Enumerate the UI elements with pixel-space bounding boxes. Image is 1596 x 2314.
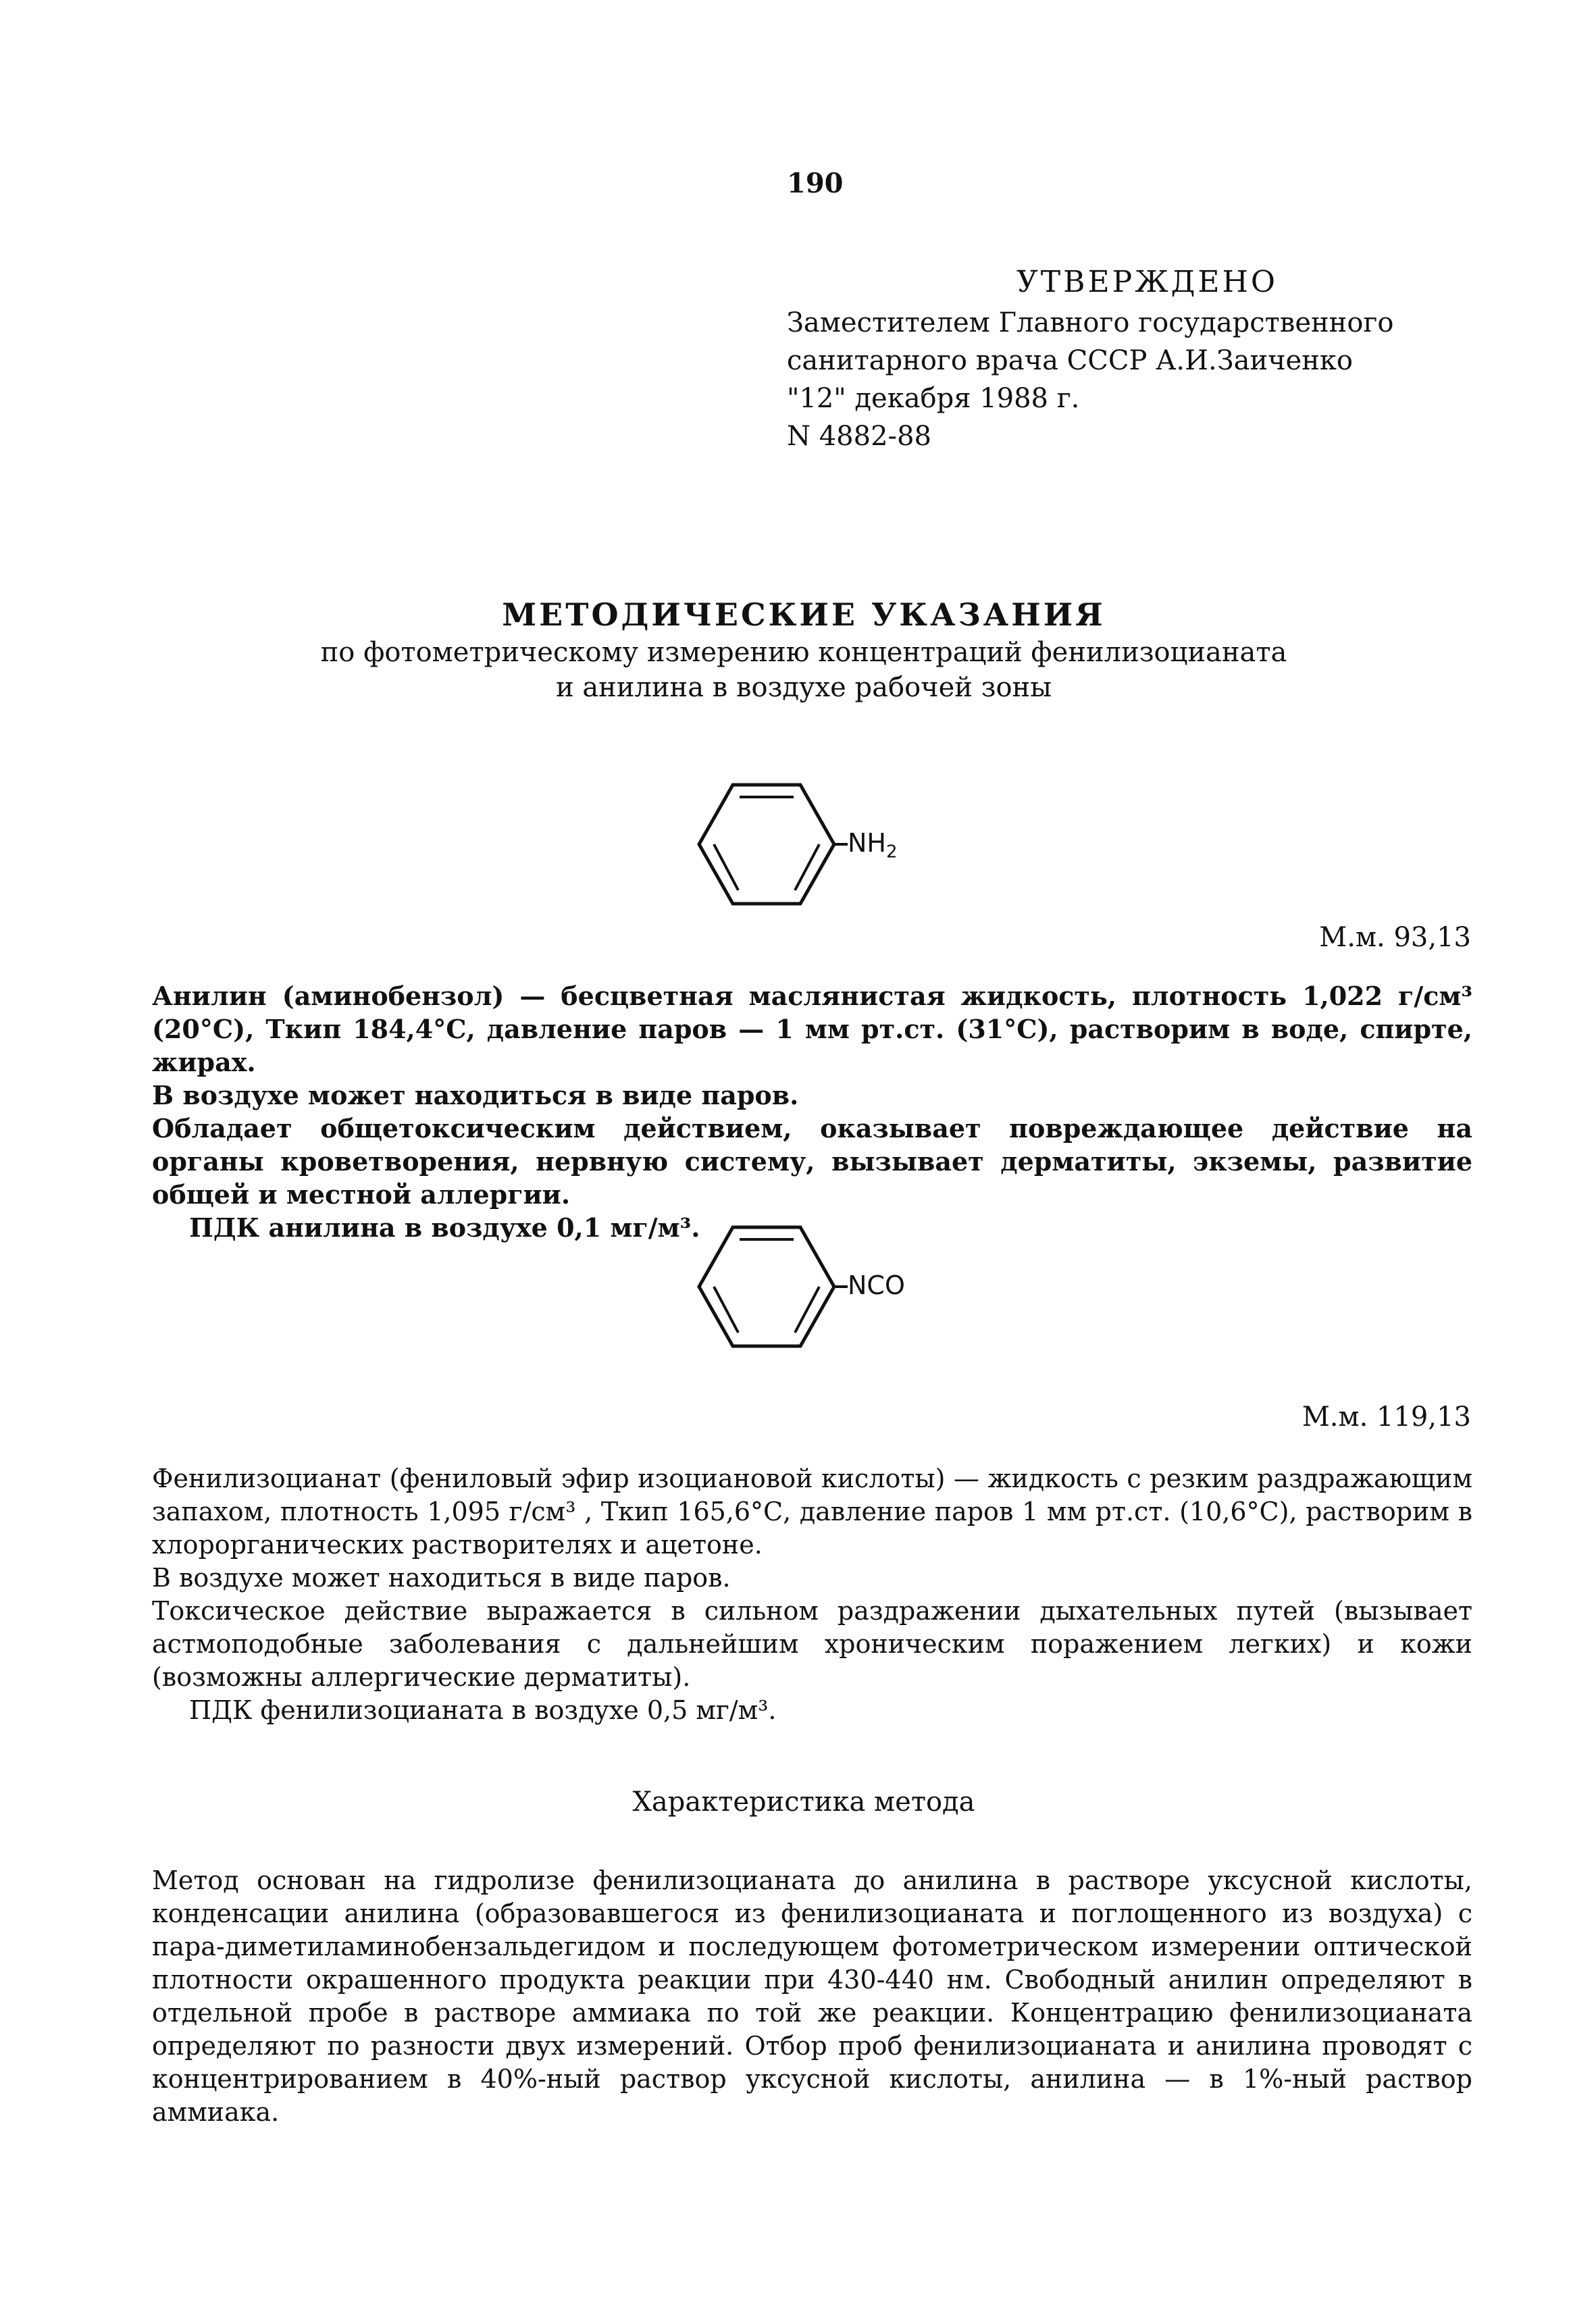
- approval-block: [787, 263, 1503, 455]
- aniline-molar-mass: М.м. 93,13: [1319, 922, 1471, 953]
- page-number: 190: [787, 168, 844, 199]
- benzene-ring-icon: [686, 777, 848, 912]
- document-subtitle: и анилина в воздухе рабочей зоны: [555, 672, 1052, 703]
- amino-group-label: NH: [848, 828, 886, 858]
- amino-group-subscript: 2: [886, 842, 898, 863]
- document-subtitle: по фотометрическому измерению концентраций фенилизоцианата: [320, 637, 1287, 668]
- approval-line: Заместителем Главного государственного: [787, 307, 1394, 338]
- approval-line: санитарного врача СССР А.И.Заиченко: [787, 345, 1353, 376]
- approval-heading: УТВЕРЖДЕНО: [1016, 265, 1278, 299]
- aniline-structure: [686, 777, 929, 912]
- approval-number: N 4882-88: [787, 421, 931, 452]
- document-title-block: [169, 594, 1439, 705]
- aniline-toxicity: Обладает общетоксическим действием, оказывает повреждающее действие на органы кроветворения, нервную систему, вызывает дерматиты, экземы, развитие общей и местной аллергии.: [152, 1113, 1472, 1210]
- phenyl-isocyanate-molar-mass: М.м. 119,13: [1302, 1402, 1471, 1433]
- aniline-description: Анилин (аминобензол) — бесцветная маслянистая жидкость, плотность 1,022 г/см³ (20°С), Ткип 184,4°С, давление паров — 1 мм рт.ст. (31°С), растворим в воде, спирте, жирах.: [152, 981, 1472, 1077]
- phenyl-isocyanate-description: Фенилизоцианат (фениловый эфир изоциановой кислоты) — жидкость с резким раздражающим запахом, плотность 1,095 г/см³ , Ткип 165,6°С, давление паров 1 мм рт.ст. (10,6°С), растворим в хлорорганических растворителях и ацетоне.: [152, 1464, 1472, 1560]
- method-text: Метод основан на гидролизе фенилизоцианата до анилина в растворе уксусной кислоты, конденсации анилина (образовавшегося из фенилизоцианата и поглощенного из воздуха) с пара-диметиламинобензальдегидом и последующем фотометрическом измерении оптической плотности окрашенного продукта реакции при 430-440 нм. Свободный анилин определяют в отдельной пробе в растворе аммиака по той же реакции. Концентрацию фенилизоцианата определяют по разности двух измерений. Отбор проб фенилизоцианата и анилина проводят с концентрированием в 40%-ный раствор уксусной кислоты, анилина — в 1%-ный раствор аммиака.: [152, 1866, 1472, 2127]
- aniline-state: В воздухе может находиться в виде паров.: [152, 1080, 799, 1110]
- method-heading: Характеристика метода: [632, 1786, 975, 1818]
- phenyl-isocyanate-mac: ПДК фенилизоцианата в воздухе 0,5 мг/м³.: [189, 1695, 777, 1725]
- phenyl-isocyanate-state: В воздухе может находиться в виде паров.: [152, 1563, 731, 1593]
- method-text-block: [152, 1864, 1472, 2129]
- isocyanate-group-label: NCO: [848, 1270, 905, 1300]
- aniline-mac: ПДК анилина в воздухе 0,1 мг/м³.: [189, 1212, 700, 1243]
- phenyl-isocyanate-text: [152, 1462, 1472, 1727]
- aniline-text: [152, 979, 1472, 1244]
- document-title: МЕТОДИЧЕСКИЕ УКАЗАНИЯ: [502, 596, 1106, 633]
- approval-date: "12" декабря 1988 г.: [787, 383, 1080, 414]
- benzene-ring-icon: [686, 1219, 848, 1354]
- phenyl-isocyanate-structure: [686, 1219, 942, 1354]
- phenyl-isocyanate-toxicity: Токсическое действие выражается в сильном раздражении дыхательных путей (вызывает астмоподобные заболевания с дальнейшим хроническим поражением легких) и кожи (возможны аллергические дерматиты).: [152, 1596, 1472, 1692]
